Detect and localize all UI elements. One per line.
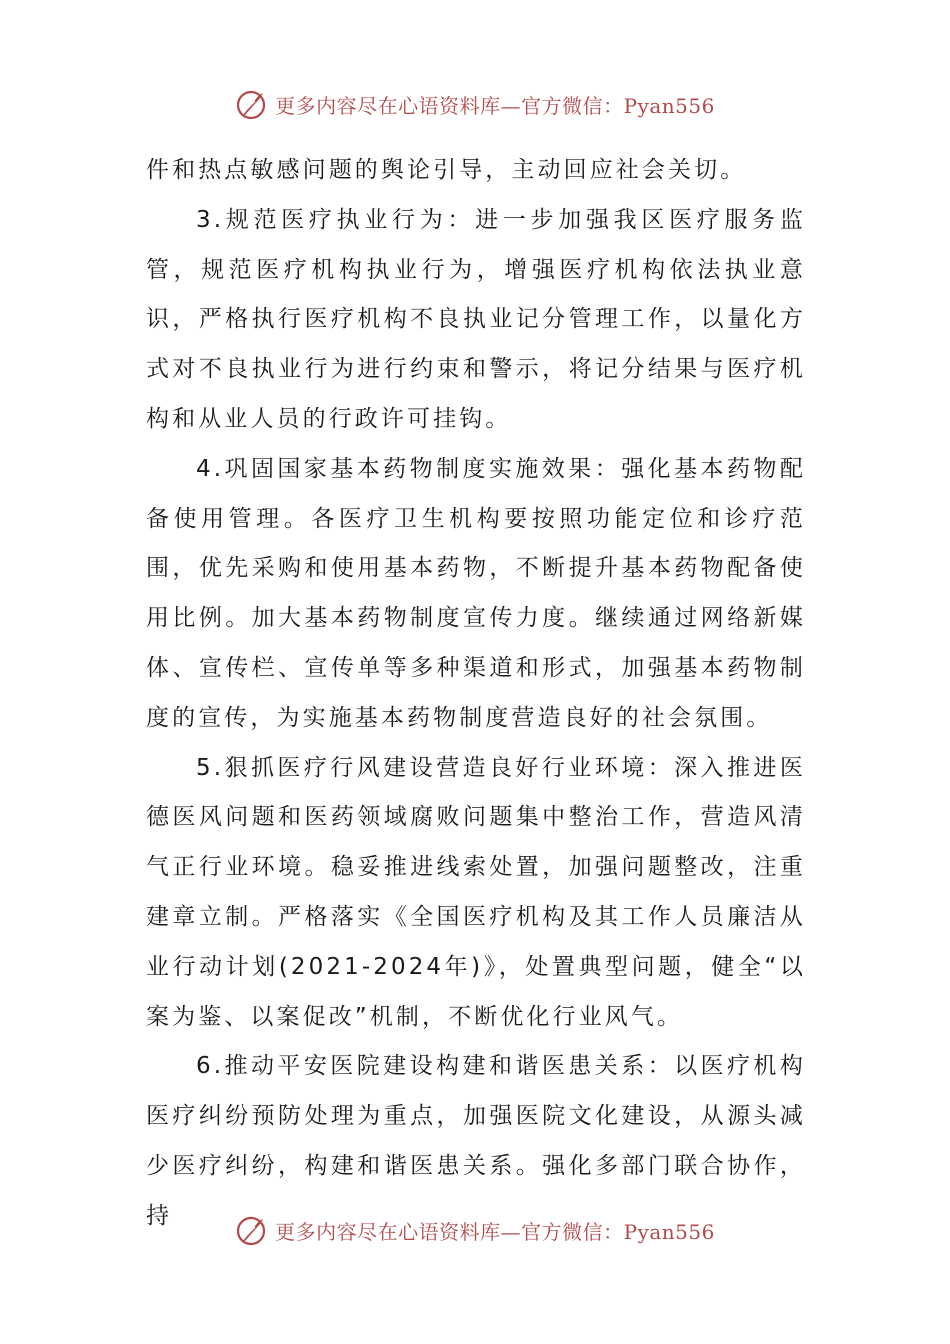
document-body bbox=[146, 146, 806, 1242]
paragraph-item-3: 3.规范医疗执业行为：进一步加强我区医疗服务监管，规范医疗机构执业行为，增强医疗机构依法执业意识，严格执行医疗机构不良执业记分管理工作，以量化方式对不良执业行为进行约束和警示，将记分结果与医疗机构和从业人员的行政许可挂钩。 bbox=[146, 206, 806, 432]
paragraph-item-6: 6.推动平安医院建设构建和谐医患关系：以医疗机构医疗纠纷预防处理为重点，加强医院文化建设，从源头减少医疗纠纷，构建和谐医患关系。强化多部门联合协作，持 bbox=[146, 1053, 806, 1229]
paragraph-item-4: 4.巩固国家基本药物制度实施效果：强化基本药物配备使用管理。各医疗卫生机构要按照功能定位和诊疗范围，优先采购和使用基本药物，不断提升基本药物配备使用比例。加大基本药物制度宣传力度。继续通过网络新媒体、宣传栏、宣传单等多种渠道和形式，加强基本药物制度的宣传，为实施基本药物制度营造良好的社会氛围。 bbox=[146, 455, 806, 731]
paragraph-item-5: 5.狠抓医疗行风建设营造良好行业环境：深入推进医德医风问题和医药领域腐败问题集中整治工作，营造风清气正行业环境。稳妥推进线索处置，加强问题整改，注重建章立制。严格落实《全国医疗机构及其工作人员廉洁从业行动计划(2021-2024年)》，处置典型问题，健全“以案为鉴、以案促改”机制，不断优化行业风气。 bbox=[146, 754, 806, 1030]
watermark-text: 更多内容尽在心语资料库—官方微信：Pyan556 bbox=[275, 1219, 715, 1244]
quill-logo-icon bbox=[235, 87, 269, 121]
footer-watermark bbox=[0, 1210, 950, 1250]
paragraph-continuation: 件和热点敏感问题的舆论引导，主动回应社会关切。 bbox=[146, 157, 747, 183]
header-watermark bbox=[0, 84, 950, 124]
watermark-text: 更多内容尽在心语资料库—官方微信：Pyan556 bbox=[275, 93, 715, 118]
quill-logo-icon bbox=[235, 1213, 269, 1247]
